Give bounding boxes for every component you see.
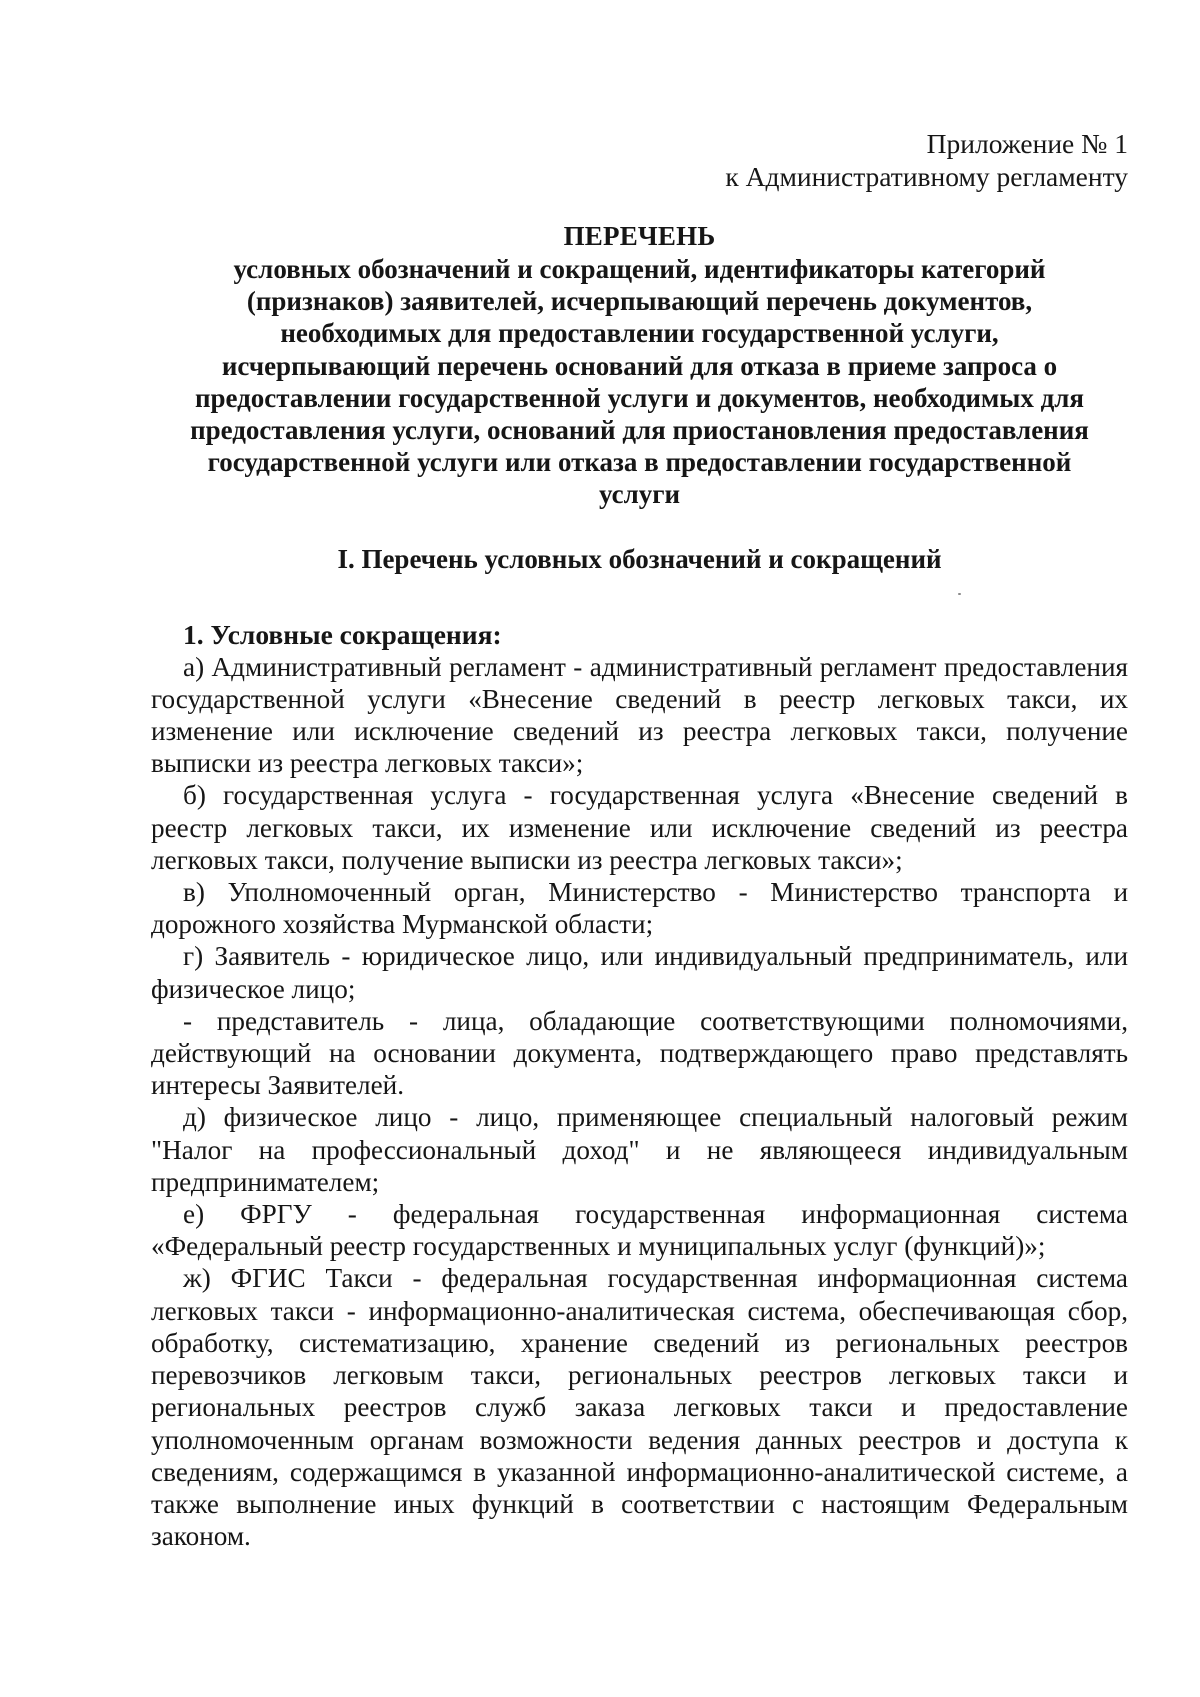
definition-paragraph: ж) ФГИС Такси - федеральная государственная информационная система легковых такси - информационно-аналитическая система, обеспечивающая сбор, обработку, систематизацию, хранение сведений из региональных реестров перевозчиков легковым такси, региональных реестров легковых такси и региональных реестров служб заказа легковых такси и предоставление уполномоченным органам возможности ведения данных реестров и доступа к сведениям, содержащимся в указанной информационно-аналитической системе, а также выполнение иных функций в соответствии с настоящим Федеральным законом.	[151, 1263, 1128, 1552]
subtitle-line: услуги	[598, 479, 681, 510]
subtitle-line: необходимых для предоставлении государственной услуги,	[280, 318, 999, 349]
annex-reference	[151, 127, 1128, 193]
definition-paragraph: г) Заявитель - юридическое лицо, или индивидуальный предприниматель, или физическое лицо;	[151, 941, 1128, 1004]
subtitle-line: предоставления услуги, оснований для приостановления предоставления	[190, 415, 1089, 446]
definitions-list	[151, 651, 1128, 1553]
subsection-heading: 1. Условные сокращения:	[183, 618, 502, 650]
definition-paragraph: - представитель - лица, обладающие соответствующими полномочиями, действующий на основании документа, подтверждающего право представлять интересы Заявителей.	[151, 1005, 1128, 1101]
definition-paragraph: а) Административный регламент - административный регламент предоставления государственной услуги «Внесение сведений в реестр легковых такси, их изменение или исключение сведений из реестра легковых такси, получение выписки из реестра легковых такси»;	[151, 651, 1128, 779]
scan-artifact	[958, 593, 961, 595]
subtitle-line: предоставлении государственной услуги и документов, необходимых для	[194, 382, 1085, 413]
document-subtitle	[151, 253, 1128, 511]
definition-paragraph: е) ФРГУ - федеральная государственная информационная система «Федеральный реестр государственных и муниципальных услуг (функций)»;	[151, 1199, 1128, 1262]
definition-paragraph: д) физическое лицо - лицо, применяющее специальный налоговый режим "Налог на профессиональный доход" и не являющееся индивидуальным предпринимателем;	[151, 1102, 1128, 1197]
subtitle-line: исчерпывающий перечень оснований для отказа в приеме запроса о	[221, 350, 1058, 381]
annex-regulation: к Административному регламенту	[725, 161, 1128, 192]
section-heading: I. Перечень условных обозначений и сокращений	[337, 543, 942, 574]
subtitle-line: условных обозначений и сокращений, идентификаторы категорий	[233, 254, 1046, 284]
definition-paragraph: б) государственная услуга - государственная услуга «Внесение сведений в реестр легковых такси, их изменение или исключение сведений из реестра легковых такси, получение выписки из реестра легковых такси»;	[151, 780, 1128, 875]
annex-number: Приложение № 1	[926, 128, 1128, 159]
subtitle-line: государственной услуги или отказа в предоставлении государственной	[207, 447, 1072, 478]
document-title: ПЕРЕЧЕНЬ	[563, 221, 716, 251]
subtitle-line: (признаков) заявителей, исчерпывающий перечень документов,	[246, 286, 1033, 317]
definition-paragraph: в) Уполномоченный орган, Министерство - Министерство транспорта и дорожного хозяйства Мурманской области;	[151, 877, 1128, 940]
